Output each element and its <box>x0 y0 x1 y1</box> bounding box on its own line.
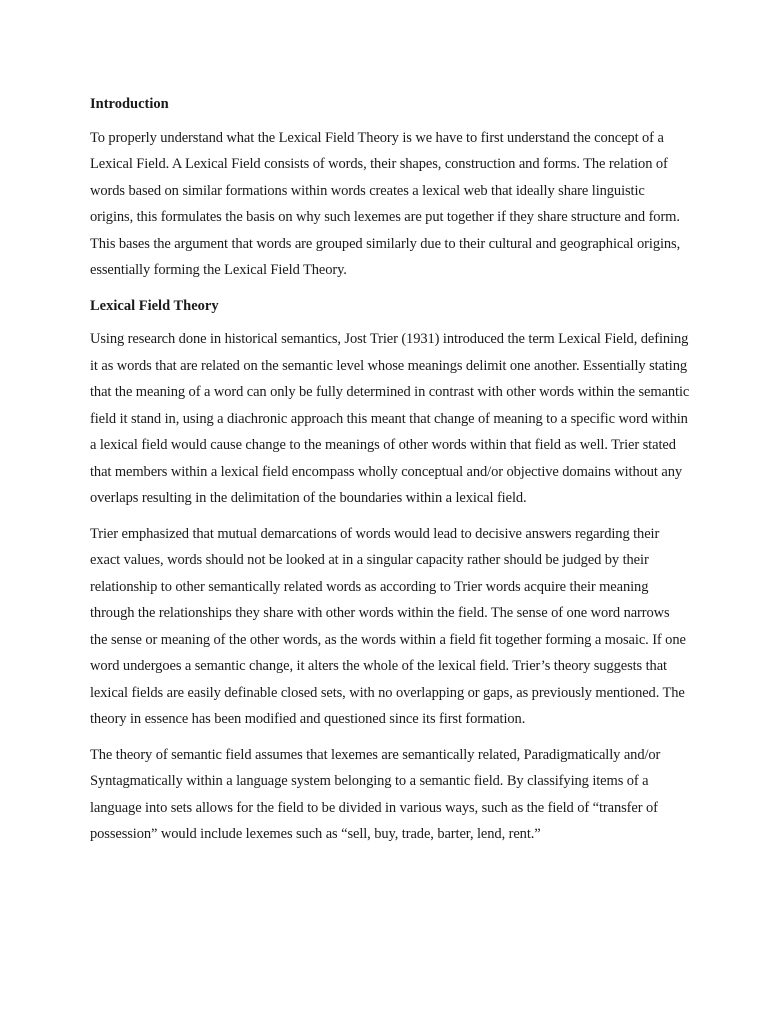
paragraph: The theory of semantic field assumes that lexemes are semantically related, Paradigmatically and/or Syntagmatically within a language system belonging to a semantic field. By classifying items of a language into sets allows for the field to be divided in various ways, such as the field of “transfer of possession” would include lexemes such as “sell, buy, trade, barter, lend, rent.” <box>90 746 661 842</box>
section-heading-introduction: Introduction <box>90 96 169 112</box>
paragraph: Trier emphasized that mutual demarcations of words would lead to decisive answers regarding their exact values, words should not be looked at in a singular capacity rather should be judged by their relationship to other semantically related words as according to Trier words acquire their meaning through the relationships they share with other words within the field. The sense of one word narrows the sense or meaning of the other words, as the words within a field fit together forming a mosaic. If one word undergoes a semantic change, it alters the whole of the lexical field. Trier’s theory suggests that lexical fields are easily definable closed sets, with no overlapping or gaps, as previously mentioned. The theory in essence has been modified and questioned since its first formation. <box>90 525 686 727</box>
document-page <box>90 91 690 857</box>
section-heading-lexical-field-theory: Lexical Field Theory <box>90 297 219 314</box>
paragraph: To properly understand what the Lexical Field Theory is we have to first understand the concept of a Lexical Field. A Lexical Field consists of words, their shapes, construction and forms. The relation of words based on similar formations within words creates a lexical web that ideally share linguistic origins, this formulates the basis on why such lexemes are put together if they share structure and form. This bases the argument that words are grouped similarly due to their cultural and geographical origins, essentially forming the Lexical Field Theory. <box>90 129 681 278</box>
paragraph: Using research done in historical semantics, Jost Trier (1931) introduced the term Lexical Field, defining it as words that are related on the semantic level whose meanings delimit one another. Essentially stating that the meaning of a word can only be fully determined in contrast with other words within the semantic field it stand in, using a diachronic approach this meant that change of meaning to a specific word within a lexical field would cause change to the meanings of other words within that field as well. Trier stated that members within a lexical field encompass wholly conceptual and/or objective domains without any overlaps resulting in the delimitation of the boundaries within a lexical field. <box>90 331 690 506</box>
